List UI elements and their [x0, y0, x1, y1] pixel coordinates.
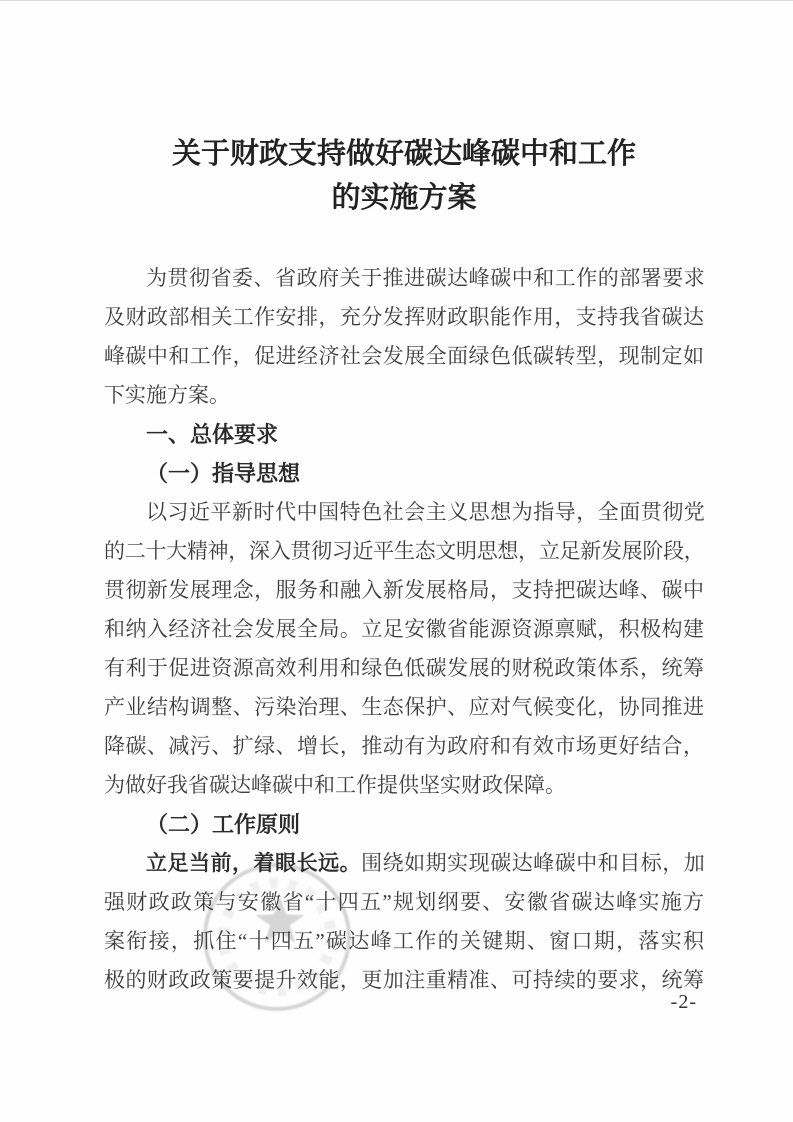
principles-bold-lead: 立足当前，着眼长远。 — [146, 851, 362, 875]
guiding-line: 贯彻新发展理念，服务和融入新发展格局，支持把碳达峰、碳中 — [104, 578, 704, 602]
guiding-line: 有利于促进资源高效利用和绿色低碳发展的财税政策体系，统筹 — [104, 656, 704, 680]
guiding-line: 为做好我省碳达峰碳中和工作提供坚实财政保障。 — [104, 773, 566, 797]
document-title — [104, 132, 704, 220]
principles-line: 案衔接，抓住“十四五”碳达峰工作的关键期、窗口期，落实积 — [104, 929, 704, 953]
intro-line: 峰碳中和工作，促进经济社会发展全面绿色低碳转型，现制定如 — [104, 344, 704, 368]
intro-line: 及财政部相关工作安排，充分发挥财政职能作用，支持我省碳达 — [104, 305, 704, 329]
subsection-heading-guiding-ideology: （一）指导思想 — [146, 461, 301, 486]
guiding-line: 降碳、减污、扩绿、增长，推动有为政府和有效市场更好结合， — [104, 734, 704, 758]
intro-line: 为贯彻省委、省政府关于推进碳达峰碳中和工作的部署要求 — [146, 266, 704, 290]
guiding-line: 的二十大精神，深入贯彻习近平生态文明思想，立足新发展阶段， — [104, 539, 704, 563]
subsection-heading-work-principles: （二）工作原则 — [146, 812, 301, 837]
guiding-line: 以习近平新时代中国特色社会主义思想为指导，全面贯彻党 — [146, 500, 704, 524]
document-title-line2: 的实施方案 — [331, 182, 477, 214]
document-title-line1: 关于财政支持做好碳达峰碳中和工作 — [171, 138, 636, 170]
intro-line: 下实施方案。 — [104, 383, 230, 407]
principles-line: 强财政政策与安徽省“十四五”规划纲要、安徽省碳达峰实施方 — [104, 890, 704, 914]
page-number: -2- — [670, 991, 697, 1013]
principles-line: 极的财政政策要提升效能，更加注重精准、可持续的要求，统筹 — [104, 968, 704, 992]
document-content — [104, 132, 704, 1000]
principles-lead-line — [104, 844, 704, 883]
guiding-line: 产业结构调整、污染治理、生态保护、应对气候变化，协同推进 — [104, 695, 704, 719]
scan-edge-line — [0, 0, 793, 1]
principles-lead-rest: 围绕如期实现碳达峰碳中和目标，加 — [361, 851, 704, 875]
section-heading-overall-requirements: 一、总体要求 — [146, 422, 279, 447]
guiding-line: 和纳入经济社会发展全局。立足安徽省能源资源禀赋，积极构建 — [104, 617, 704, 641]
document-body — [104, 259, 704, 1000]
